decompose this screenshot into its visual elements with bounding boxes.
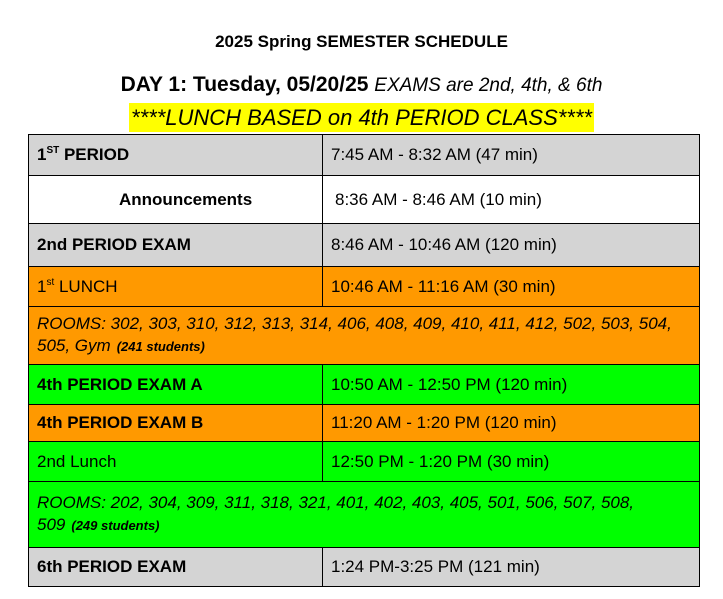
schedule-table bbox=[28, 134, 700, 587]
row-period-4a bbox=[29, 365, 700, 405]
row-announcements bbox=[29, 176, 700, 224]
period-6-label: 6th PERIOD EXAM bbox=[29, 548, 323, 587]
period-1-sup: ST bbox=[46, 145, 60, 156]
row-period-1 bbox=[29, 135, 700, 176]
lunch-1-text: LUNCH bbox=[54, 276, 118, 296]
exams-note: EXAMS are 2nd, 4th, & 6th bbox=[374, 75, 603, 96]
period-1-num: 1 bbox=[37, 145, 47, 164]
rooms-1 bbox=[29, 307, 700, 365]
day-heading-line bbox=[0, 73, 723, 97]
schedule-title: 2025 Spring SEMESTER SCHEDULE bbox=[215, 32, 508, 51]
rooms-1-text: ROOMS: 302, 303, 310, 312, 313, 314, 406, 408, 409, 410, 411, 412, 502, 503, 504, 505, Gym bbox=[37, 314, 672, 355]
period-1-label bbox=[29, 135, 323, 176]
row-lunch-1 bbox=[29, 267, 700, 307]
lunch-1-label bbox=[29, 267, 323, 307]
row-period-6 bbox=[29, 548, 700, 587]
lunch-2-label: 2nd Lunch bbox=[29, 442, 323, 482]
period-4b-label: 4th PERIOD EXAM B bbox=[29, 405, 323, 442]
rooms-2 bbox=[29, 482, 700, 548]
period-1-text: PERIOD bbox=[59, 145, 130, 164]
row-rooms-2 bbox=[29, 482, 700, 548]
rooms-1-students: (241 students) bbox=[116, 339, 205, 354]
row-rooms-1 bbox=[29, 307, 700, 365]
period-4a-time: 10:50 AM - 12:50 PM (120 min) bbox=[323, 365, 700, 405]
period-1-time: 7:45 AM - 8:32 AM (47 min) bbox=[323, 135, 700, 176]
announcements-time: 8:36 AM - 8:46 AM (10 min) bbox=[323, 176, 700, 224]
lunch-1-num: 1 bbox=[37, 276, 47, 296]
period-6-time: 1:24 PM-3:25 PM (121 min) bbox=[323, 548, 700, 587]
period-4a-label: 4th PERIOD EXAM A bbox=[29, 365, 323, 405]
row-lunch-2 bbox=[29, 442, 700, 482]
lunch-note: ****LUNCH BASED on 4th PERIOD CLASS**** bbox=[131, 105, 592, 130]
row-period-2 bbox=[29, 224, 700, 267]
period-2-time: 8:46 AM - 10:46 AM (120 min) bbox=[323, 224, 700, 267]
lunch-1-sup: st bbox=[46, 276, 55, 288]
lunch-note-wrap bbox=[0, 103, 723, 132]
row-period-4b bbox=[29, 405, 700, 442]
period-4b-time: 11:20 AM - 1:20 PM (120 min) bbox=[323, 405, 700, 442]
lunch-1-time: 10:46 AM - 11:16 AM (30 min) bbox=[323, 267, 700, 307]
rooms-2-students: (249 students) bbox=[71, 518, 160, 533]
rooms-2-text: ROOMS: 202, 304, 309, 311, 318, 321, 401, 402, 403, 405, 501, 506, 507, 508, 509 bbox=[37, 493, 635, 534]
period-2-label: 2nd PERIOD EXAM bbox=[29, 224, 323, 267]
announcements-label: Announcements bbox=[29, 176, 323, 224]
day-heading: DAY 1: Tuesday, 05/20/25 bbox=[120, 73, 369, 96]
lunch-2-time: 12:50 PM - 1:20 PM (30 min) bbox=[323, 442, 700, 482]
